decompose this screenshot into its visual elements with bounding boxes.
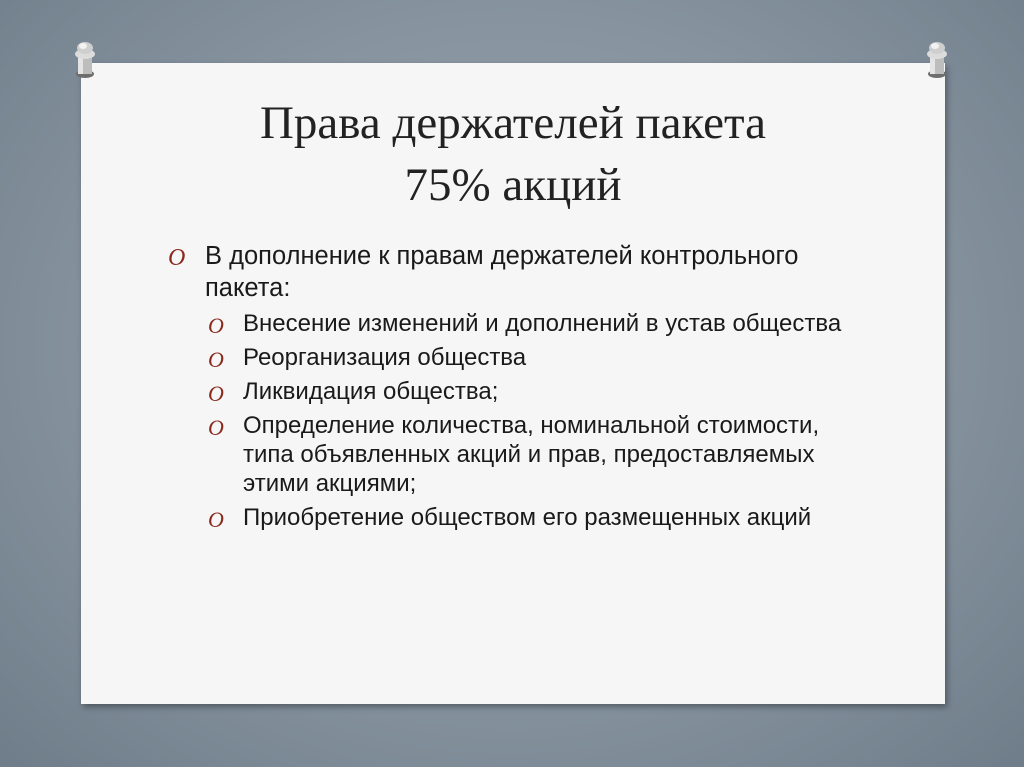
slide-title-line-1: Права держателей пакета xyxy=(259,97,766,149)
sub-bullet-item xyxy=(208,309,868,338)
pushpin-icon xyxy=(70,40,100,80)
bullet-text: Приобретение обществом его размещенных акций xyxy=(243,504,812,531)
bullet-icon: O xyxy=(208,415,224,440)
bullet-icon: O xyxy=(208,507,224,532)
bullet-text: Ликвидация общества; xyxy=(243,378,499,405)
sub-bullet-item xyxy=(208,503,868,532)
slide-title-line-2: 75% акций xyxy=(404,159,622,211)
bullet-list xyxy=(168,240,868,532)
bullet-text: Реорганизация общества xyxy=(243,344,527,371)
slide-title xyxy=(81,92,945,216)
sub-bullet-item xyxy=(208,377,868,406)
bullet-text: В дополнение к правам держателей контрольного пакета: xyxy=(205,242,799,302)
pushpin-icon xyxy=(922,40,952,80)
bullet-icon: O xyxy=(208,381,224,406)
sub-bullet-item xyxy=(208,343,868,372)
sub-bullet-item xyxy=(208,411,868,498)
bullet-icon: O xyxy=(208,347,224,372)
bullet-text: Определение количества, номинальной стоимости, типа объявленных акций и прав, предоставляемых этими акциями; xyxy=(243,412,820,497)
bullet-text: Внесение изменений и дополнений в устав общества xyxy=(243,310,842,337)
bullet-icon: O xyxy=(208,313,224,338)
bullet-item-intro xyxy=(168,240,868,304)
bullet-icon: O xyxy=(168,245,186,271)
